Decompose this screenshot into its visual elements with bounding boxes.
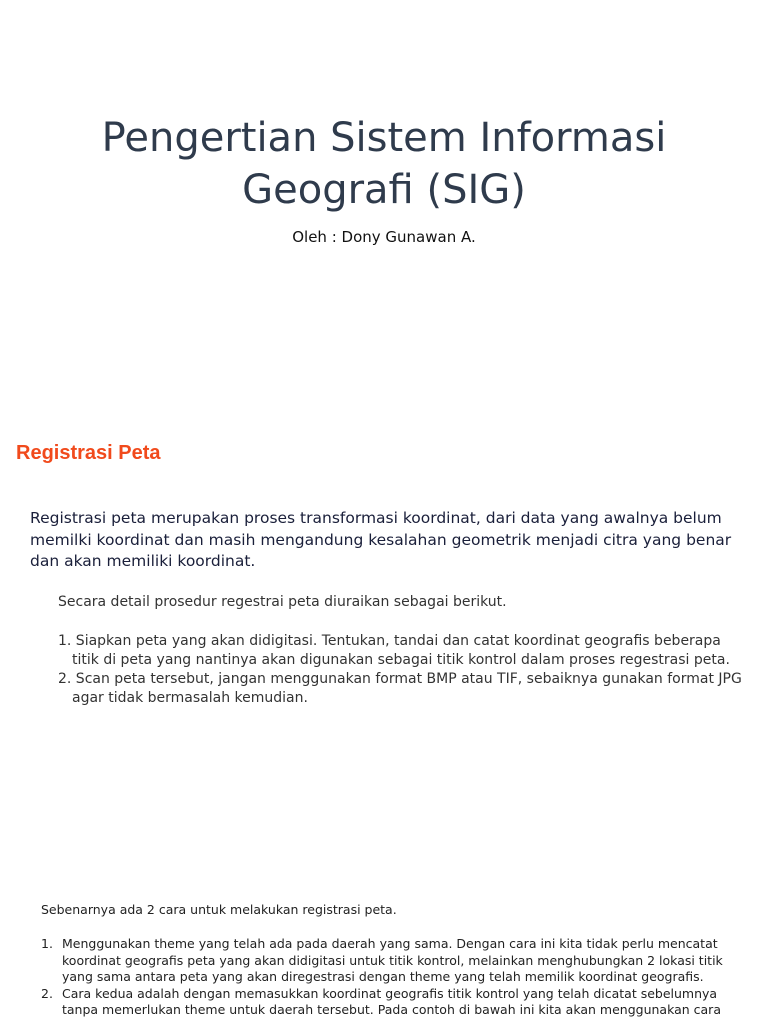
- procedure-intro: Secara detail prosedur regestrai peta diuraikan sebagai berikut.: [58, 594, 507, 610]
- method-item: [41, 936, 741, 986]
- method-text: Cara kedua adalah dengan memasukkan koordinat geografis titik kontrol yang telah dicatat sebelumnya tanpa memerlukan theme untuk daerah tersebut. Pada contoh di bawah ini kita akan menggunakan cara: [62, 985, 721, 1017]
- procedure-step: 1. Siapkan peta yang akan didigitasi. Tentukan, tandai dan catat koordinat geografis beberapa titik di peta yang nantinya akan digunakan sebagai titik kontrol dalam proses regestrasi peta.: [58, 633, 730, 668]
- slide-title: [0, 112, 768, 216]
- procedure-steps: [58, 632, 748, 708]
- method-number: 1.: [41, 936, 53, 951]
- procedure-step: 2. Scan peta tersebut, jangan menggunakan format BMP atau TIF, sebaiknya gunakan format JPG agar tidak bermasalah kemudian.: [58, 671, 742, 706]
- methods-intro: Sebenarnya ada 2 cara untuk melakukan registrasi peta.: [41, 902, 397, 917]
- title-slide: [0, 0, 768, 400]
- lead-paragraph: Registrasi peta merupakan proses transformasi koordinat, dari data yang awalnya belum memilki koordinat dan masih mengandung kesalahan geometrik menjadi citra yang benar dan akan memiliki koordinat.: [30, 509, 732, 570]
- slide-title-line-1: Pengertian Sistem Informasi: [101, 115, 667, 161]
- methods-list: [41, 936, 741, 1019]
- slide-subtitle: Oleh : Dony Gunawan A.: [292, 228, 476, 246]
- section-heading: Registrasi Peta: [16, 442, 161, 464]
- slide-title-line-2: Geografi (SIG): [242, 167, 526, 213]
- method-text: Menggunakan theme yang telah ada pada daerah yang sama. Dengan cara ini kita tidak perlu mencatat koordinat geografis peta yang akan didigitasi untuk titik kontrol, melainkan menghubungkan 2 lokasi titik yang sama antara peta yang akan diregestrasi dengan theme yang telah memilik koordinat geografis.: [62, 936, 723, 984]
- methods-slide: [0, 880, 768, 1024]
- method-item: [41, 986, 741, 1019]
- registrasi-slide: [0, 400, 768, 880]
- method-number: 2.: [41, 985, 53, 1001]
